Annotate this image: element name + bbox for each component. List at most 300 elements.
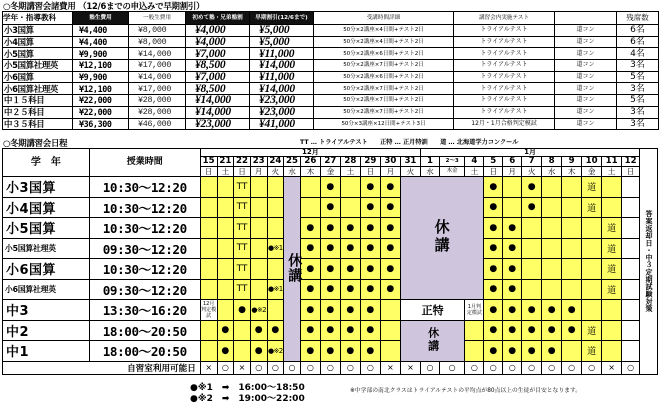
schedule-row (3, 197, 658, 218)
grade-header: 学 年 (3, 149, 90, 177)
schedule-cell: TT (234, 259, 251, 280)
fee-cell-first: ¥8,500 (186, 83, 250, 95)
weekday-cell: 土 (340, 167, 360, 177)
fee-cell-general: ¥14,000 (129, 71, 186, 83)
schedule-cell (582, 300, 602, 321)
fee-row (3, 106, 659, 118)
weekday-cell: 火 (400, 167, 420, 177)
fee-cell-seats: 3名 (617, 83, 659, 95)
schedule-cell: ● (522, 177, 542, 198)
fee-header-row (3, 12, 659, 25)
study-room-cell: ○ (562, 361, 582, 374)
fee-cell-test2: 道コン (555, 83, 617, 95)
fee-row (3, 60, 659, 72)
fee-cell-test: トライアルテスト (454, 95, 555, 107)
study-room-cell: ○ (522, 361, 542, 374)
schedule-cell (250, 177, 267, 198)
course-name: 中3 (3, 300, 90, 321)
day-cell: 4 (465, 157, 484, 167)
schedule-cell: ● (360, 300, 380, 321)
schedule-cell: ● (320, 320, 340, 341)
schedule-cell (267, 218, 284, 239)
schedule-cell: ● (340, 279, 360, 300)
schedule-cell (300, 197, 320, 218)
schedule-cell: ● (503, 320, 522, 341)
schedule-cell: ● (484, 279, 503, 300)
schedule-cell: ● (522, 320, 542, 341)
fee-cell-general: ¥8,000 (129, 36, 186, 48)
day-cell: 12 (622, 157, 640, 167)
course-name: 小5国算社理英 (3, 238, 90, 259)
fee-table (2, 11, 659, 130)
schedule-cell (542, 238, 562, 259)
schedule-cell: ● (360, 218, 380, 239)
time-header: 授業時間 (89, 149, 200, 177)
schedule-cell: ● (340, 320, 360, 341)
fee-cell-first: ¥7,000 (186, 48, 250, 60)
schedule-cell (200, 341, 217, 362)
fee-header-cell: 受講時間詳細 (314, 12, 454, 25)
course-name: 小6国算 (3, 259, 90, 280)
schedule-cell: ● (360, 341, 380, 362)
fee-cell-test: トライアルテスト (454, 25, 555, 37)
fee-cell-detail: 50分×2講座×4日間+テスト2日 (314, 36, 454, 48)
footnote-1: ●※1 ➡ 16:00〜18:50 (190, 383, 305, 393)
weekday-cell: 木 (300, 167, 320, 177)
fee-cell-early: ¥14,000 (250, 60, 314, 72)
fee-cell-first: ¥8,500 (186, 60, 250, 72)
schedule-cell (562, 238, 582, 259)
schedule-cell: ● (300, 279, 320, 300)
schedule-row (3, 218, 658, 239)
schedule-cell: ● (320, 341, 340, 362)
weekday-cell: 金 (582, 167, 602, 177)
schedule-row (3, 300, 658, 321)
study-room-cell: ○ (622, 361, 640, 374)
fee-cell-member: ¥12,100 (73, 83, 129, 95)
schedule-cell (582, 279, 602, 300)
weekday-cell: 金 (320, 167, 340, 177)
schedule-cell (622, 238, 640, 259)
schedule-cell: ● (360, 320, 380, 341)
schedule-cell: ● (380, 197, 400, 218)
schedule-cell (217, 238, 234, 259)
closed-label-jan2: 休講 (426, 326, 440, 353)
schedule-cell: 道 (582, 177, 602, 198)
study-room-cell: ○ (320, 361, 340, 374)
fee-header-cell (555, 12, 617, 25)
schedule-cell: 道 (602, 218, 622, 239)
day-cell: 28 (340, 157, 360, 167)
schedule-cell: ● (320, 238, 340, 259)
course-name: 小5国算 (3, 218, 90, 239)
schedule-cell: ● (503, 238, 522, 259)
closed-label-jan: 休講 (432, 219, 451, 255)
weekday-cell: 月 (380, 167, 400, 177)
fee-cell-seats: 4名 (617, 48, 659, 60)
day-cell: 6 (503, 157, 522, 167)
weekday-cell: 日 (200, 167, 217, 177)
day-cell: 11 (602, 157, 622, 167)
schedule-cell: ●※1 (267, 238, 284, 259)
schedule-cell: ● (340, 218, 360, 239)
weekday-cell: 水 (284, 167, 301, 177)
day-cell: 8 (542, 157, 562, 167)
weekday-cell: 火 (267, 167, 284, 177)
weekday-cell: 木 (562, 167, 582, 177)
day-cell: 24 (267, 157, 284, 167)
schedule-cell (542, 177, 562, 198)
course-name: 中1 (3, 341, 90, 362)
schedule-cell (465, 341, 484, 362)
study-room-cell: ○ (503, 361, 522, 374)
fee-cell-name: 小3国算 (3, 25, 73, 37)
weekday-cell: 日 (622, 167, 640, 177)
fee-cell-early: ¥14,000 (250, 83, 314, 95)
closed-block-jan (400, 177, 483, 300)
schedule-cell (622, 320, 640, 341)
schedule-cell (622, 177, 640, 198)
schedule-cell: ● (300, 218, 320, 239)
study-room-cell: ○ (542, 361, 562, 374)
fee-cell-first: ¥14,000 (186, 106, 250, 118)
fee-header-cell: 学年・指導教科 (3, 12, 73, 25)
schedule-cell: ● (300, 259, 320, 280)
fee-cell-general: ¥28,000 (129, 95, 186, 107)
schedule-cell: ● (267, 320, 284, 341)
fee-cell-first: ¥14,000 (186, 95, 250, 107)
day-cell: 29 (360, 157, 380, 167)
schedule-cell: TT (234, 177, 251, 198)
class-time: 10:30〜12:20 (89, 197, 200, 218)
schedule-cell (250, 218, 267, 239)
day-cell: 10 (582, 157, 602, 167)
fee-cell-seats: 6名 (617, 36, 659, 48)
closed-block-jan2 (400, 320, 465, 361)
fee-cell-general: ¥17,000 (129, 83, 186, 95)
fee-section-title: ○冬期講習会諸費用 （12/6までの申込みで早期割引） (3, 1, 205, 11)
day-cell: 21 (217, 157, 234, 167)
schedule-cell: ● (217, 341, 234, 362)
schedule-cell (234, 341, 251, 362)
fee-cell-name: 中３５科目 (3, 118, 73, 130)
fee-header-cell: 早期割引(12/6まで) (250, 12, 314, 25)
schedule-cell: ● (320, 177, 340, 198)
class-time: 09:30〜12:20 (89, 238, 200, 259)
fee-cell-seats: 6名 (617, 25, 659, 37)
class-time: 13:30〜16:20 (89, 300, 200, 321)
fee-cell-general: ¥17,000 (129, 60, 186, 72)
schedule-cell: ● (503, 341, 522, 362)
fee-cell-general: ¥46,000 (129, 118, 186, 130)
schedule-cell (522, 279, 542, 300)
schedule-cell (522, 238, 542, 259)
schedule-cell: 道 (582, 197, 602, 218)
fee-cell-detail: 50分×2講座×7日間+テスト2日 (314, 83, 454, 95)
footnotes (190, 383, 582, 405)
schedule-cell (542, 197, 562, 218)
study-room-cell: × (380, 361, 400, 374)
schedule-cell: 道 (582, 341, 602, 362)
day-cell: 27 (320, 157, 340, 167)
weekday-cell: 土 (217, 167, 234, 177)
study-room-cell: ○ (284, 361, 301, 374)
weekday-cell: 月 (250, 167, 267, 177)
fee-cell-detail: 50分×3講座×12日間+テスト3日 (314, 118, 454, 130)
fee-cell-name: 小5国算 (3, 48, 73, 60)
schedule-cell: ● (320, 300, 340, 321)
study-room-cell: ○ (360, 361, 380, 374)
schedule-cell (542, 259, 562, 280)
schedule-cell (522, 218, 542, 239)
schedule-cell (503, 177, 522, 198)
schedule-cell: ● (320, 197, 340, 218)
schedule-cell: ● (484, 177, 503, 198)
closed-label: 休講 (286, 252, 303, 283)
schedule-cell (622, 300, 640, 321)
schedule-cell: ● (503, 218, 522, 239)
schedule-cell: ● (562, 320, 582, 341)
schedule-cell (602, 300, 622, 321)
footnote-note: ※中学部の南北クラスはトライアルテストの平均点が80点以上の生徒が目安となります。 (350, 388, 582, 394)
schedule-cell: ●※2 (267, 341, 284, 362)
fee-cell-test2: 道コン (555, 25, 617, 37)
fee-header-cell: 塾生費用 (73, 12, 129, 25)
class-time: 10:30〜12:20 (89, 177, 200, 198)
study-room-cell: ○ (421, 361, 440, 374)
schedule-cell (234, 320, 251, 341)
study-room-cell: ○ (484, 361, 503, 374)
study-room-cell: × (602, 361, 622, 374)
fee-cell-member: ¥22,000 (73, 95, 129, 107)
schedule-cell (340, 177, 360, 198)
schedule-cell (250, 197, 267, 218)
schedule-cell: ● (542, 341, 562, 362)
schedule-cell: TT (234, 218, 251, 239)
schedule-row (3, 341, 658, 362)
schedule-cell (622, 259, 640, 280)
schedule-cell: ● (320, 218, 340, 239)
study-room-row (3, 361, 658, 374)
schedule-cell (217, 218, 234, 239)
schedule-cell (562, 259, 582, 280)
fee-cell-early: ¥23,000 (250, 106, 314, 118)
schedule-cell: ● (300, 238, 320, 259)
fee-cell-first: ¥23,000 (186, 118, 250, 130)
study-room-cell: ○ (267, 361, 284, 374)
schedule-cell: ● (234, 300, 251, 321)
schedule-cell: ● (360, 197, 380, 218)
schedule-cell (267, 300, 284, 321)
schedule-cell: ● (340, 341, 360, 362)
schedule-cell: ● (380, 218, 400, 239)
right-note: 答案返却日・中３定期試験対策 (640, 149, 658, 375)
fee-row (3, 83, 659, 95)
fee-cell-early: ¥41,000 (250, 118, 314, 130)
schedule-legend: TT … トライアルテスト 正特 … 正月特訓 道 … 北海道学力コンクール (300, 139, 519, 146)
weekday-cell: 木金 (439, 167, 465, 177)
schedule-cell (542, 279, 562, 300)
schedule-cell: ● (320, 279, 340, 300)
study-room-cell: × (200, 361, 217, 374)
fee-cell-detail: 50分×2講座×7日間+テスト2日 (314, 95, 454, 107)
schedule-cell: ● (340, 300, 360, 321)
schedule-cell (200, 197, 217, 218)
fee-cell-seats: 5名 (617, 71, 659, 83)
schedule-cell: ● (380, 259, 400, 280)
schedule-cell (200, 218, 217, 239)
schedule-cell: 道 (602, 279, 622, 300)
schedule-cell: ● (340, 238, 360, 259)
schedule-cell (582, 238, 602, 259)
schedule-row (3, 238, 658, 259)
schedule-cell: ● (503, 279, 522, 300)
fee-row (3, 71, 659, 83)
day-cell: 5 (484, 157, 503, 167)
fee-cell-test: 12月・1月合格判定模試 (454, 118, 555, 130)
day-cell: 23 (250, 157, 267, 167)
schedule-cell: ● (250, 341, 267, 362)
schedule-cell: 道 (602, 259, 622, 280)
schedule-cell (250, 279, 267, 300)
schedule-cell: ● (503, 259, 522, 280)
schedule-cell: ●※1 (267, 279, 284, 300)
schedule-cell (602, 177, 622, 198)
fee-cell-general: ¥8,000 (129, 25, 186, 37)
fee-cell-early: ¥11,000 (250, 71, 314, 83)
day-cell: 31 (400, 157, 420, 167)
fee-cell-first: ¥4,000 (186, 25, 250, 37)
schedule-cell (380, 300, 400, 321)
fee-cell-early: ¥5,000 (250, 36, 314, 48)
fee-row (3, 36, 659, 48)
fee-header-cell: 一般生費用 (129, 12, 186, 25)
schedule-cell: ● (360, 177, 380, 198)
class-time: 18:00〜20:50 (89, 341, 200, 362)
course-name: 小3国算 (3, 177, 90, 198)
schedule-row (3, 320, 658, 341)
fee-cell-early: ¥23,000 (250, 95, 314, 107)
weekday-cell: 日 (484, 167, 503, 177)
schedule-cell (503, 197, 522, 218)
month-dec: 12月 (200, 149, 420, 157)
class-time: 18:00〜20:50 (89, 320, 200, 341)
schedule-cell: ● (320, 259, 340, 280)
fee-row (3, 95, 659, 107)
day-cell: 9 (562, 157, 582, 167)
schedule-cell (217, 259, 234, 280)
footnote-2: ●※2 ➡ 19:00〜22:00 (190, 394, 305, 404)
schedule-cell (217, 197, 234, 218)
day-cell: 1 (421, 157, 440, 167)
course-name: 小6国算社理英 (3, 279, 90, 300)
fee-cell-test2: 道コン (555, 48, 617, 60)
course-name: 中2 (3, 320, 90, 341)
day-cell: 2〜3 (439, 157, 465, 167)
weekday-cell: 水 (421, 167, 440, 177)
fee-cell-name: 小6国算社理英 (3, 83, 73, 95)
schedule-row (3, 259, 658, 280)
study-room-cell: ○ (217, 361, 234, 374)
fee-cell-seats: 3名 (617, 118, 659, 130)
day-cell: 26 (300, 157, 320, 167)
schedule-cell (562, 218, 582, 239)
schedule-cell (622, 341, 640, 362)
fee-cell-member: ¥9,900 (73, 71, 129, 83)
schedule-cell (582, 259, 602, 280)
schedule-row (3, 279, 658, 300)
schedule-cell (200, 259, 217, 280)
schedule-cell: ● (484, 341, 503, 362)
schedule-cell: ● (522, 300, 542, 321)
schedule-cell (200, 279, 217, 300)
schedule-cell: ● (484, 238, 503, 259)
schedule-cell: 12月判定模試 (201, 300, 217, 319)
schedule-cell (522, 259, 542, 280)
schedule-cell (200, 177, 217, 198)
fee-cell-detail: 50分×2講座×4日間+テスト2日 (314, 25, 454, 37)
schedule-cell (542, 218, 562, 239)
schedule-cell: ● (300, 320, 320, 341)
schedule-cell: ● (300, 300, 320, 321)
schedule-cell: TT (234, 238, 251, 259)
fee-cell-test2: 道コン (555, 106, 617, 118)
day-cell: 7 (522, 157, 542, 167)
schedule-cell (582, 218, 602, 239)
closed-block-dec (284, 177, 301, 362)
fee-cell-test2: 道コン (555, 36, 617, 48)
schedule-cell: ● (250, 320, 267, 341)
schedule-cell (267, 197, 284, 218)
study-room-cell: ○ (439, 361, 465, 374)
weekday-cell: 土 (465, 167, 484, 177)
schedule-cell: TT (234, 279, 251, 300)
fee-row (3, 118, 659, 130)
fee-cell-test2: 道コン (555, 71, 617, 83)
weekday-cell: 月 (503, 167, 522, 177)
schedule-cell (562, 177, 582, 198)
schedule-cell: 1月判定模試 (465, 300, 484, 321)
fee-header-cell: 講習会内実施テスト (454, 12, 555, 25)
weekday-cell: 日 (360, 167, 380, 177)
fee-cell-seats: 3名 (617, 106, 659, 118)
fee-cell-test: トライアルテスト (454, 48, 555, 60)
class-time: 10:30〜12:20 (89, 259, 200, 280)
weekday-cell: 火 (522, 167, 542, 177)
fee-cell-member: ¥4,400 (73, 25, 129, 37)
schedule-cell: ● (484, 218, 503, 239)
fee-cell-detail: 50分×2講座×6日間+テスト2日 (314, 71, 454, 83)
schedule-cell (300, 177, 320, 198)
schedule-row (3, 177, 658, 198)
schedule-cell: ● (562, 300, 582, 321)
fee-cell-early: ¥5,000 (250, 25, 314, 37)
schedule-cell: ● (484, 259, 503, 280)
day-cell: 30 (380, 157, 400, 167)
schedule-cell: ● (542, 300, 562, 321)
fee-cell-name: 小4国算 (3, 36, 73, 48)
class-time: 10:30〜12:20 (89, 218, 200, 239)
schedule-cell: ● (522, 341, 542, 362)
schedule-section-title: ○冬期講習会日程 (3, 138, 68, 148)
schedule-cell: ● (484, 300, 503, 321)
weekday-cell: 水 (542, 167, 562, 177)
fee-cell-test2: 道コン (555, 118, 617, 130)
study-room-cell: × (234, 361, 251, 374)
schedule-cell (602, 320, 622, 341)
schedule-cell (622, 197, 640, 218)
schedule-cell (200, 238, 217, 259)
